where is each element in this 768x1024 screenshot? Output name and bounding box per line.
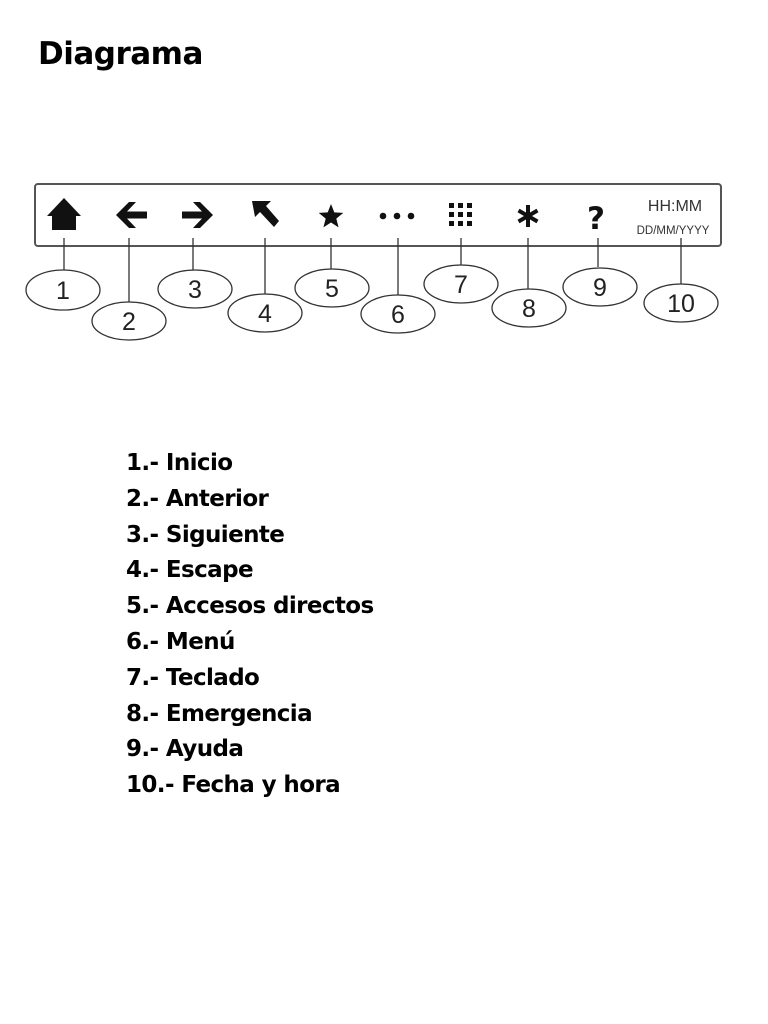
legend-number: 8.- xyxy=(126,700,159,727)
page-title: Diagrama xyxy=(38,36,203,72)
legend-number: 1.- xyxy=(126,450,159,476)
svg-text:?: ? xyxy=(587,201,605,237)
legend-label: Escape xyxy=(165,557,253,584)
legend-number: 4.- xyxy=(126,557,159,584)
legend-item xyxy=(126,699,374,735)
callout-number: 8 xyxy=(522,295,536,323)
question-icon[interactable] xyxy=(587,201,605,237)
grid-icon[interactable] xyxy=(449,203,472,226)
legend-item xyxy=(126,520,374,556)
legend-label: Fecha y hora xyxy=(181,772,341,799)
callout-number: 2 xyxy=(122,308,136,336)
legend-item xyxy=(126,663,374,699)
legend-item xyxy=(126,734,374,770)
legend-label: Menú xyxy=(165,628,235,655)
legend-item xyxy=(126,770,374,806)
callout-number: 6 xyxy=(391,301,405,329)
date-format-label: DD/MM/YYYY xyxy=(636,225,710,237)
callout-number: 3 xyxy=(188,276,202,304)
callout-number: 5 xyxy=(325,275,339,303)
legend-label: Siguiente xyxy=(165,521,285,548)
legend-label: Accesos directos xyxy=(165,593,374,620)
legend-number: 10.- xyxy=(126,772,174,799)
legend-label: Emergencia xyxy=(165,700,313,727)
toolbar-diagram xyxy=(0,0,768,420)
ellipsis-icon[interactable] xyxy=(380,213,415,220)
time-format-label: HH:MM xyxy=(647,198,703,215)
legend-list xyxy=(126,448,374,806)
legend-item xyxy=(126,448,374,484)
callout-number: 9 xyxy=(593,274,607,302)
callout-number: 10 xyxy=(667,290,695,318)
legend-item xyxy=(126,484,374,520)
legend-label: Ayuda xyxy=(165,736,244,763)
legend-item xyxy=(126,591,374,627)
legend-number: 9.- xyxy=(126,736,159,763)
legend-number: 7.- xyxy=(126,664,159,691)
callout-number: 1 xyxy=(56,277,70,305)
legend-number: 5.- xyxy=(126,593,159,620)
callout-number: 4 xyxy=(258,300,272,328)
legend-label: Teclado xyxy=(165,664,260,691)
legend-item xyxy=(126,555,374,591)
legend-number: 6.- xyxy=(126,628,159,655)
legend-item xyxy=(126,627,374,663)
legend-number: 3.- xyxy=(126,521,159,548)
legend-number: 2.- xyxy=(126,485,159,512)
legend-label: Inicio xyxy=(165,450,233,476)
callout-number: 7 xyxy=(454,271,468,299)
legend-label: Anterior xyxy=(165,485,269,512)
